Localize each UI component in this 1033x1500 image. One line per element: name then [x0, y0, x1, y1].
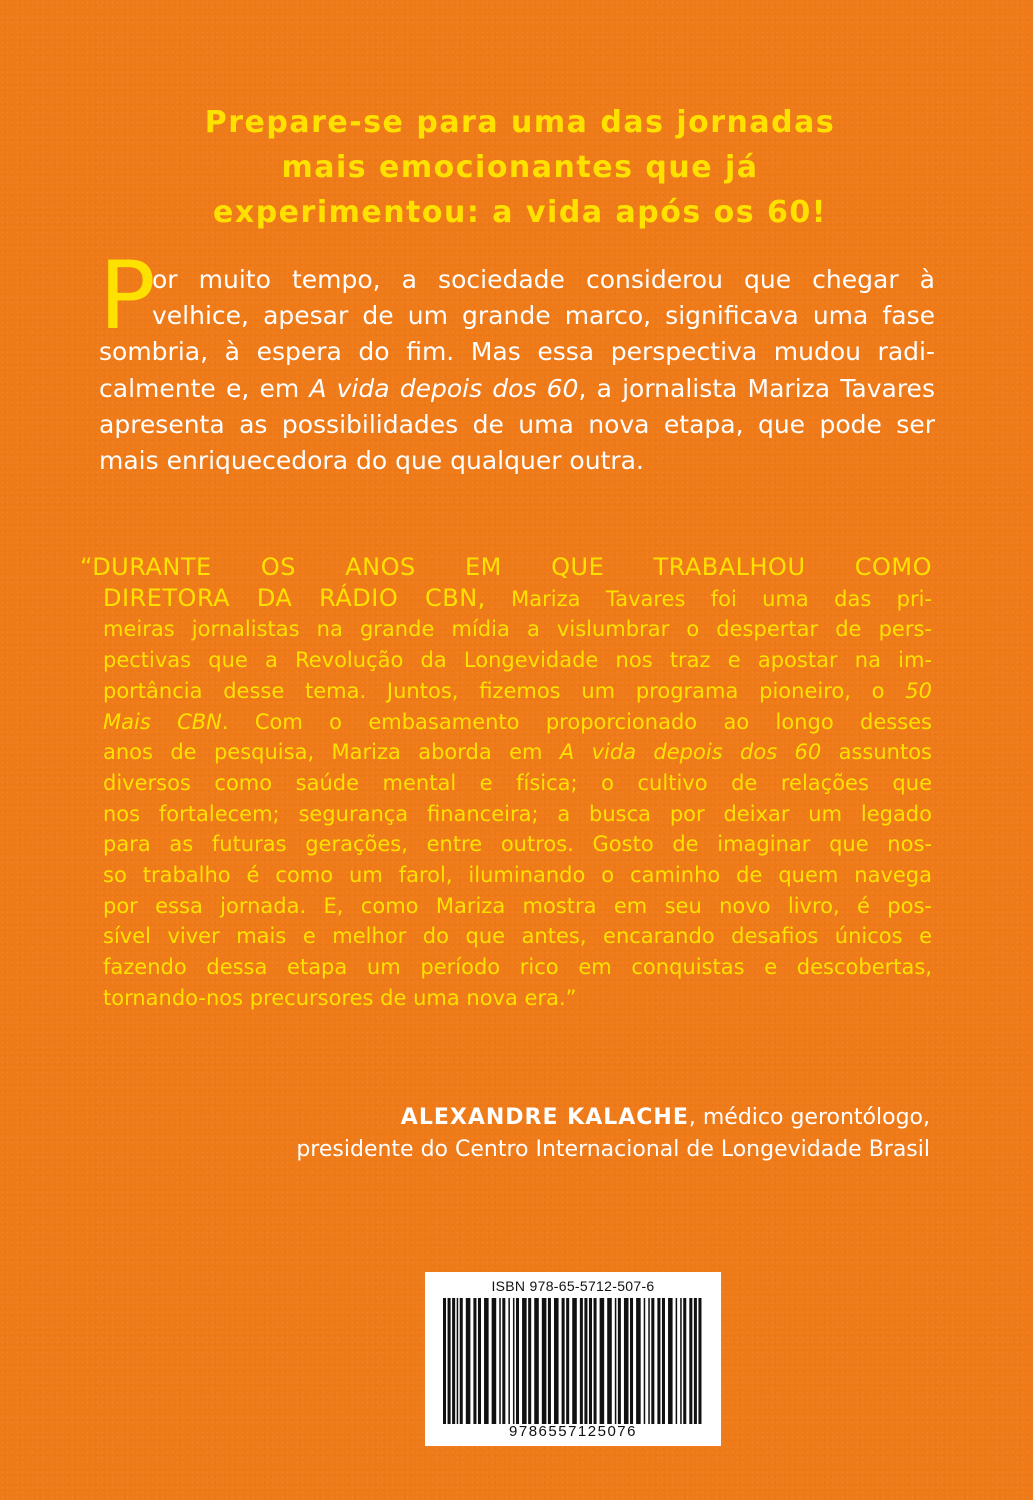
quote-line: para as futuras gerações, entre outros. Gosto de imaginar que nos- — [103, 832, 932, 857]
author-name: ALEXANDRE KALACHE — [400, 1105, 689, 1130]
quote-text: Mariza Tavares foi uma das pri- — [485, 586, 932, 611]
barcode-bar — [636, 1298, 641, 1424]
quote-line: meiras jornalistas na grande mídia a vislumbrar o despertar de pers- — [103, 617, 932, 642]
quote-text: portância desse tema. Juntos, fizemos um programa pioneiro, o — [103, 678, 906, 703]
barcode-bar — [572, 1298, 577, 1424]
quote-caps-line: “DURANTE OS ANOS EM QUE TRABALHOU COMO — [80, 553, 932, 581]
quote-line: por essa jornada. E, como Mariza mostra em seu novo livro, é pos- — [103, 893, 932, 918]
barcode-bar — [522, 1298, 527, 1424]
barcode-bar — [484, 1298, 489, 1424]
barcode-bar — [668, 1298, 673, 1424]
intro-text: calmente e, em — [99, 373, 310, 403]
barcode-bar — [513, 1298, 515, 1424]
quote-caps-text: DIRETORA DA RÁDIO CBN, — [103, 583, 486, 612]
barcode-bar — [589, 1298, 592, 1424]
intro-line — [99, 371, 935, 407]
barcode-bar — [499, 1298, 501, 1424]
barcode-bar — [683, 1298, 686, 1424]
barcode-bar — [554, 1298, 559, 1424]
barcode-bar — [528, 1298, 531, 1424]
book-title: A vida depois dos 60 — [559, 740, 822, 765]
quote-line: tornando-nos precursores de uma nova era.” — [103, 985, 577, 1010]
barcode-bar — [651, 1298, 654, 1424]
barcode-bar — [689, 1298, 692, 1424]
quote-line: sível viver mais e melhor do que antes, encarando desafios únicos e — [103, 924, 932, 949]
barcode-bar — [618, 1298, 621, 1424]
intro-line: velhice, apesar de um grande marco, significava uma fase — [152, 301, 935, 331]
intro-line: or muito tempo, a sociedade considerou que chegar à — [152, 265, 935, 294]
intro-paragraph — [99, 242, 935, 479]
barcode-bar — [615, 1298, 617, 1424]
barcode-bar — [566, 1298, 569, 1424]
book-title: A vida depois dos 60 — [309, 373, 579, 403]
barcode-bar — [698, 1298, 701, 1424]
barcode-bar — [630, 1298, 633, 1424]
drop-cap: P — [99, 242, 156, 351]
barcode-bar — [607, 1298, 612, 1424]
quote-line: diversos como saúde mental e física; o cultivo de relações que — [103, 770, 932, 795]
quote-line — [80, 676, 932, 707]
barcode-bar — [657, 1298, 660, 1424]
barcode-bar — [548, 1298, 551, 1424]
quote-line: pectivas que a Revolução da Longevidade nos traz e apostar na im- — [103, 648, 932, 673]
quote-line — [80, 707, 932, 738]
barcode-bar — [594, 1298, 597, 1424]
testimonial-quote — [80, 552, 932, 1014]
author-organization: presidente do Centro Internacional de Longevidade Brasil — [296, 1137, 930, 1162]
attribution-line — [296, 1102, 930, 1134]
barcode-bar — [457, 1298, 459, 1424]
barcode-bar — [662, 1298, 665, 1424]
barcode-bar — [644, 1298, 646, 1424]
barcode-bar — [600, 1298, 605, 1424]
barcode-bar — [478, 1298, 481, 1424]
barcode-bars — [437, 1298, 709, 1424]
barcode-bar — [542, 1298, 547, 1424]
quote-line: so trabalho é como um farol, iluminando o caminho de quem navega — [103, 863, 932, 888]
barcode-bar — [473, 1298, 476, 1424]
headline-line: experimentou: a vida após os 60! — [213, 195, 827, 230]
barcode-bar — [466, 1298, 471, 1424]
barcode-bar — [580, 1298, 583, 1424]
barcode-bar — [460, 1298, 463, 1424]
barcode-number: 9786557125076 — [509, 1423, 637, 1440]
program-title: 50 — [905, 678, 932, 703]
headline-line: mais emocionantes que já — [281, 150, 759, 185]
quote-line — [80, 737, 932, 768]
barcode-bar — [562, 1298, 565, 1424]
barcode-bar — [676, 1298, 678, 1424]
barcode-bar — [534, 1298, 539, 1424]
quote-text: anos de pesquisa, Mariza aborda em — [103, 740, 560, 765]
barcode-bar — [448, 1298, 451, 1424]
isbn-barcode — [425, 1272, 721, 1446]
intro-line: apresenta as possibilidades de uma nova etapa, que pode ser — [99, 409, 935, 439]
quote-line — [80, 583, 932, 615]
barcode-bar — [502, 1298, 505, 1424]
program-title: Mais CBN — [103, 709, 222, 734]
quote-text: . Com o embasamento proporcionado ao longo desses — [221, 709, 932, 734]
intro-text: , a jornalista Mariza Tavares — [578, 373, 935, 403]
barcode-bar — [508, 1298, 510, 1424]
quote-line: nos fortalecem; segurança financeira; a busca por deixar um legado — [103, 801, 932, 826]
barcode-bar — [492, 1298, 497, 1424]
headline-line: Prepare-se para uma das jornadas — [204, 105, 836, 140]
intro-line: sombria, à espera do fim. Mas essa perspectiva mudou radi- — [99, 337, 935, 367]
barcode-bar — [624, 1298, 629, 1424]
barcode-bar — [694, 1298, 697, 1424]
quote-line: fazendo dessa etapa um período rico em conquistas e descobertas, — [103, 955, 932, 980]
barcode-bar — [443, 1298, 446, 1424]
barcode-bar — [516, 1298, 519, 1424]
barcode-bar — [648, 1298, 650, 1424]
barcode-bar — [452, 1298, 455, 1424]
isbn-label: ISBN 978-65-5712-507-6 — [491, 1278, 655, 1294]
headline — [150, 100, 890, 235]
intro-line: mais enriquecedora do que qualquer outra. — [99, 446, 644, 476]
quote-attribution — [296, 1102, 930, 1166]
barcode-bar — [680, 1298, 682, 1424]
author-role: , médico gerontólogo, — [688, 1105, 930, 1130]
barcode-bar — [584, 1298, 587, 1424]
quote-text: assuntos — [821, 740, 933, 765]
